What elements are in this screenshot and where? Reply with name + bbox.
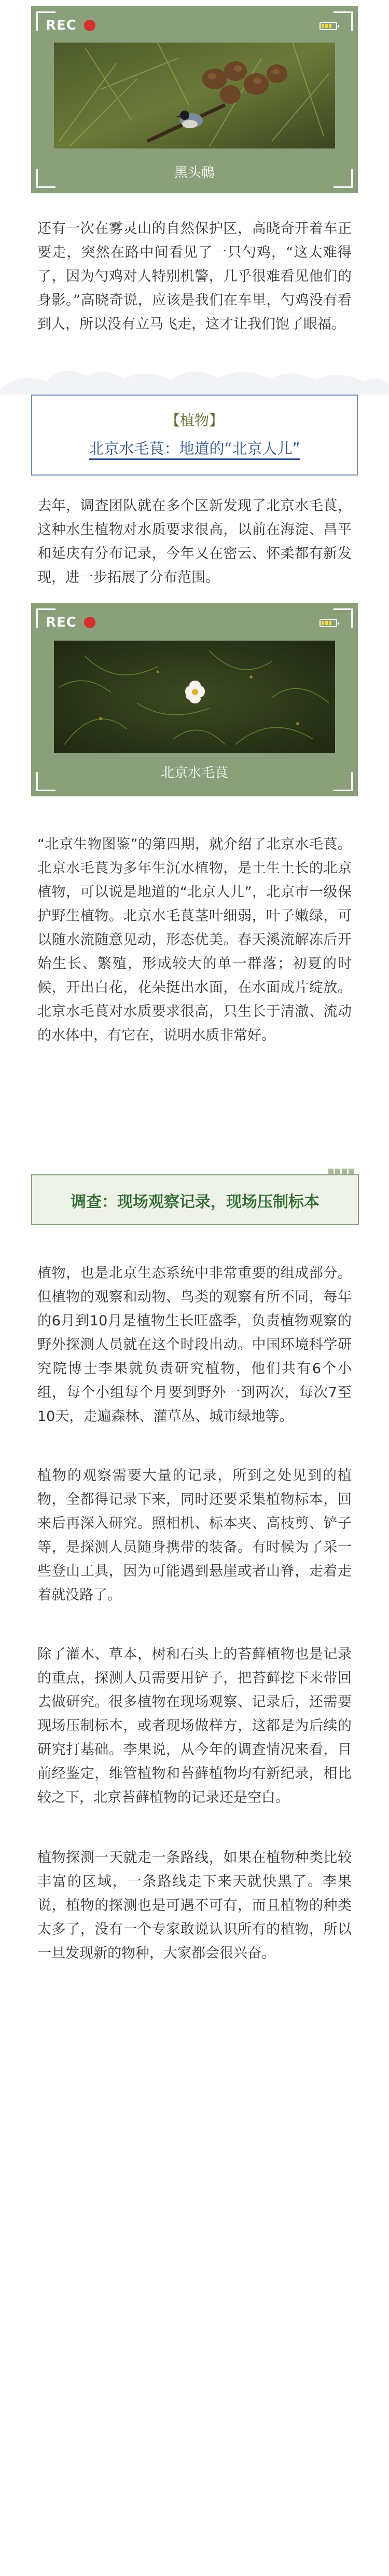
bird-on-pine-image (54, 43, 335, 148)
paragraph-5: 植物的观察需要大量的记录，所到之处见到的植物，全都得记录下来，同时还要采集植物标本，回来后再深入研究。照相机、标本夹、高枝剪、铲子等，是探测人员随身携带的装备。有时候为了采一些登山工具，因为可能遇到悬崖或者山脊，走着走着就没路了。 (37, 1468, 352, 1603)
paragraph-7: 植物探测一天就走一条路线，如果在植物种类比较丰富的区域，一条路线走下来天就快黑了。李果说，植物的探测也是可遇不可有，而且植物的种类太多了，没有一个专家敢说认识所有的植物，所以一旦发现新的物种，大家都会很兴奋。 (37, 1850, 352, 1961)
paragraph-1: 还有一次在雾灵山的自然保护区，高晓奇开着车正要走，突然在路中间看见了一只勺鸡，“这太难得了，因为勺鸡对人特别机警，几乎很难看见他们的身影。”高晓奇说，应该是我们在车里，勺鸡没有看到人，所以没有立马飞走，这才让我们饱了眼福。 (37, 221, 352, 332)
rec-indicator (46, 615, 95, 630)
paragraph-4: 植物，也是北京生态系统中非常重要的组成部分。但植物的观察和动物、鸟类的观察有所不同，每年的6月到10月是植物生长旺盛季，负责植物观察的野外探测人员就在这个时段出动。中国环境科学研究院博士李果就负责研究植物，他们共有6个小组，每个小组每个月要到野外一到两次，每次7至10天，走遍森林、灌草丛、城市绿地等。 (37, 1265, 352, 1425)
photo-frame-black-headed-nuthatch (31, 6, 358, 193)
survey-section-heading (31, 1174, 359, 1225)
section-title (32, 437, 357, 458)
decorative-squares (327, 1166, 354, 1176)
battery-icon (319, 22, 337, 30)
battery-icon (319, 619, 337, 627)
record-dot-icon (84, 617, 95, 628)
section-tag: 【植物】 (165, 412, 224, 429)
paragraph-2: 去年，调查团队就在多个区新发现了北京水毛茛，这种水生植物对水质要求很高，以前在海淀、昌平和延庆有分布记录，今年又在密云、怀柔都有新发现，进一步拓展了分布范围。 (37, 498, 352, 586)
section-title-text: 北京水毛茛：地道的“北京人儿” (89, 440, 300, 460)
cloud-divider-decoration (0, 358, 389, 395)
photo-frame-water-buttercup (31, 603, 358, 796)
flower-in-stream-image (54, 641, 335, 753)
nuthatch-photo (54, 43, 335, 148)
plant-section-heading (31, 395, 358, 476)
survey-heading-text: 调查：现场观察记录，现场压制标本 (71, 1193, 319, 1211)
rec-indicator (46, 18, 95, 33)
rec-label: REC (46, 615, 77, 630)
record-dot-icon (84, 20, 95, 31)
paragraph-6: 除了灌木、草本，树和石头上的苔藓植物也是记录的重点，探测人员需要用铲子，把苔藓挖下来带回去做研究。很多植物在现场观察、记录后，还需要现场压制标本，或者现场做样方，这都是为后续的研究打基础。李果说，从今年的调查情况来看，目前经鉴定，维管植物和苔藓植物均有新纪录，相比较之下，北京苔藓植物的记录还是空白。 (37, 1646, 352, 1806)
rec-label: REC (46, 18, 77, 33)
water-buttercup-photo (54, 641, 335, 753)
photo-caption: 黑头鳾 (174, 165, 215, 181)
paragraph-3: “北京生物图鉴”的第四期，就介绍了北京水毛茛。北京水毛茛为多年生沉水植物，是土生土长的北京植物，可以说是地道的“北京人儿”，北京市一级保护野生植物。北京水毛茛茎叶细弱，叶子嫩绿，可以随水流随意见动，形态优美。春天溪流解冻后开始生长、繁殖，形成较大的单一群落；初夏的时候，开出白花，花朵挺出水面，在水面成片绽放。北京水毛茛对水质要求很高，只生长于清澈、流动的水体中，有它在，说明水质非常好。 (37, 836, 352, 1043)
photo-caption: 北京水毛茛 (160, 765, 228, 781)
